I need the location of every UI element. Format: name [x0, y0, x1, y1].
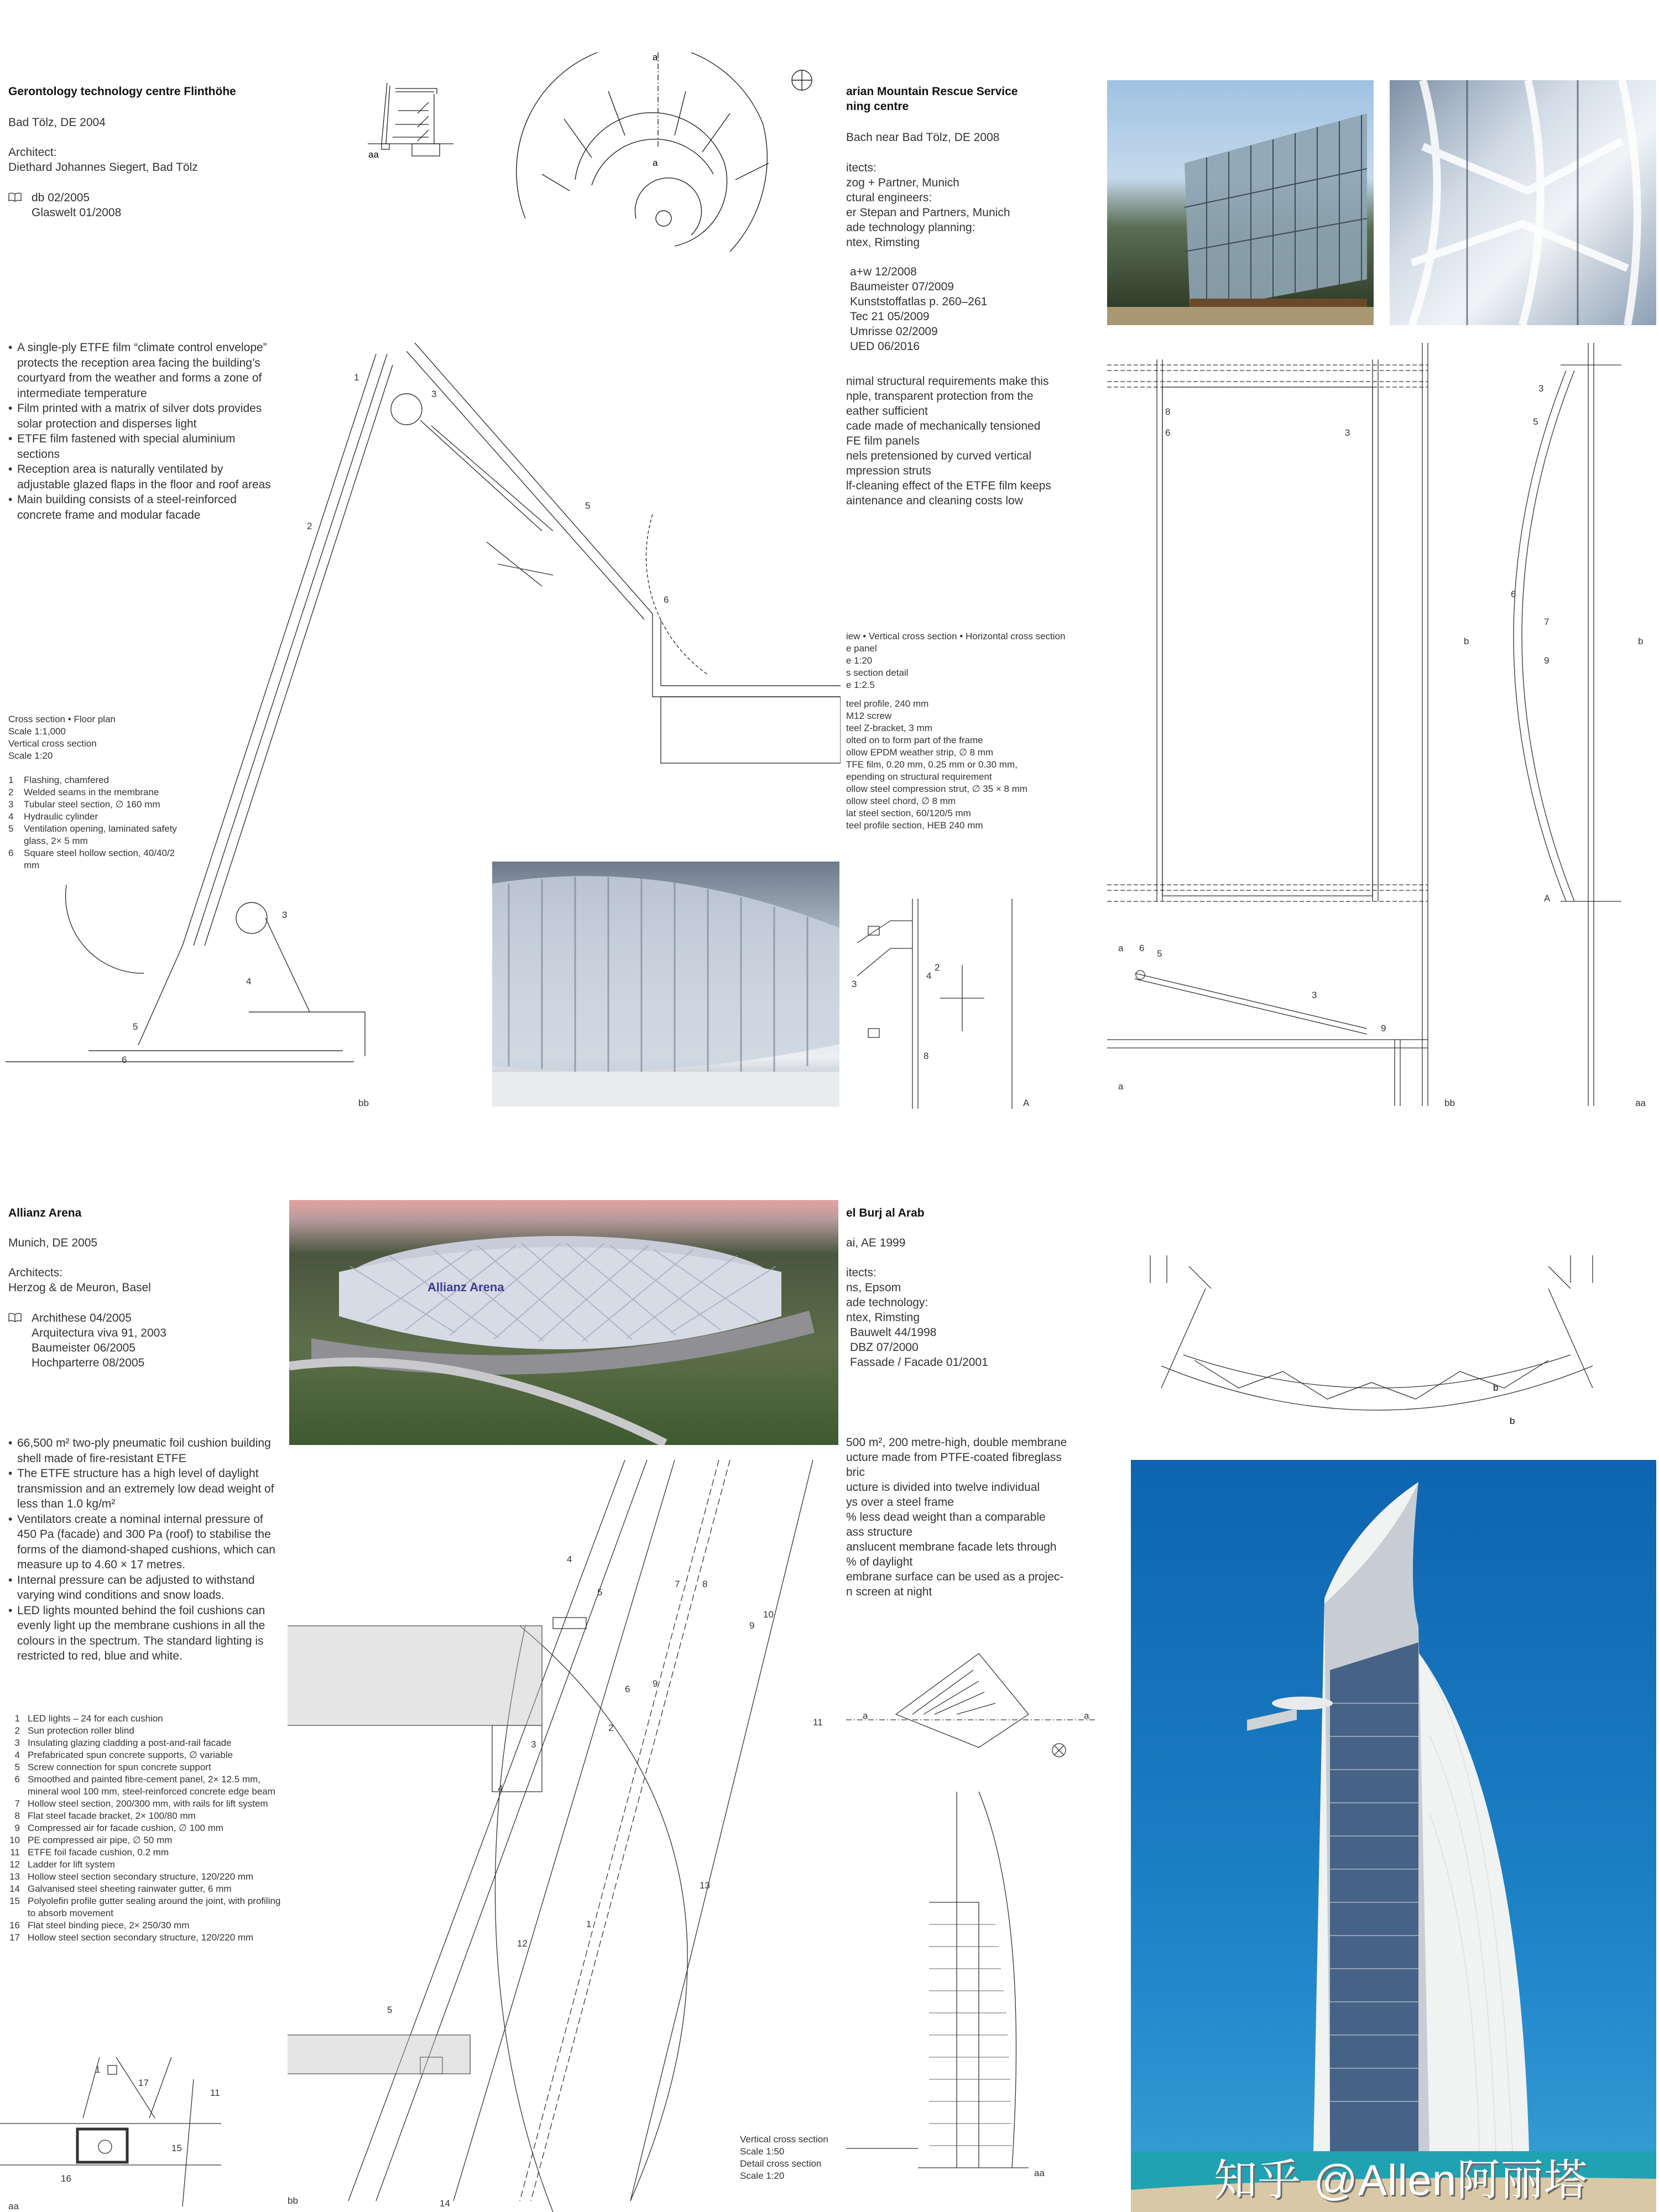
bullet-item: • Main building consists of a steel-reinforced concrete frame and modular facade — [8, 492, 274, 523]
reference-item: Baumeister 07/2009 — [850, 280, 954, 293]
references — [850, 264, 987, 354]
svg-text:4: 4 — [567, 1554, 572, 1564]
svg-text:b: b — [1464, 636, 1469, 646]
svg-text:3: 3 — [852, 979, 857, 989]
svg-text:b: b — [1493, 1383, 1499, 1393]
drawing-caption: iew • Vertical cross section • Horizontal cross section e panel e 1:20 s section detail e 1:2.5 — [846, 631, 1066, 690]
legend-item: 9 Compressed air for facade cushion, ∅ 100 mm — [14, 1823, 224, 1833]
legend-item: olted on to form part of the frame — [846, 735, 983, 745]
legend-item: 6 Smoothed and painted fibre-cement panel, 2× 12.5 mm, mineral wool 100 mm, steel-reinforced concrete edge beam — [14, 1774, 275, 1797]
reference-item: Hochparterre 08/2005 — [32, 1357, 145, 1369]
project-title: arian Mountain Rescue Service ning centre — [846, 85, 1018, 113]
svg-text:aa: aa — [368, 149, 379, 160]
svg-text:a: a — [1084, 1710, 1089, 1721]
legend-item: 6 Square steel hollow section, 40/40/2 mm — [8, 848, 175, 870]
legend-item: ollow steel chord, ∅ 8 mm — [846, 796, 956, 806]
svg-text:9: 9 — [1544, 655, 1550, 666]
bullet-line: ass structure — [846, 1526, 913, 1538]
facade-section-drawing — [288, 1460, 841, 2212]
svg-text:7: 7 — [675, 1579, 680, 1589]
architect-name: Diethard Johannes Siegert, Bad Tölz — [8, 161, 198, 174]
drawing-caption: Vertical cross section Scale 1:50 Detail cross section Scale 1:20 — [740, 2134, 828, 2181]
svg-text:8: 8 — [924, 1051, 929, 1061]
svg-text:bb: bb — [358, 1098, 369, 1108]
reference-item: Archithese 04/2005 — [32, 1312, 132, 1324]
reference-item: DBZ 07/2000 — [850, 1341, 919, 1354]
open-book-icon — [8, 1313, 22, 1323]
project-location: Bach near Bad Tölz, DE 2008 — [846, 131, 1000, 144]
legend-item: 1 LED lights – 24 for each cushion — [14, 1713, 163, 1724]
svg-text:b: b — [1638, 636, 1644, 646]
svg-text:2: 2 — [307, 521, 312, 531]
svg-text:5: 5 — [597, 1587, 603, 1598]
joint-detail-drawing — [0, 2046, 232, 2212]
svg-text:3: 3 — [431, 389, 437, 399]
bullet-item: • Reception area is naturally ventilated by adjustable glazed flaps in the floor and roof areas — [8, 462, 274, 492]
svg-text:13: 13 — [700, 1880, 710, 1891]
legend-item: 16 Flat steel binding piece, 2× 250/30 mm — [9, 1920, 190, 1931]
legend-item: lat steel section, 60/120/5 mm — [846, 808, 971, 818]
svg-text:15: 15 — [171, 2143, 182, 2153]
project-credits: itects: zog + Partner, Munich ctural engineers: er Stepan and Partners, Munich ade technology planning: ntex, Rimsting — [846, 161, 1010, 249]
project-location: ai, AE 1999 — [846, 1237, 906, 1249]
svg-text:a: a — [863, 1710, 868, 1721]
reference-item: a+w 12/2008 — [850, 265, 917, 278]
bullet-item: • Internal pressure can be adjusted to withstand varying wind conditions and snow loads. — [8, 1573, 279, 1603]
bullet-item: • LED lights mounted behind the foil cushions can evenly light up the membrane cushions in all the colours in the spectrum. The standard lighting is restricted to red, blue and white. — [8, 1603, 279, 1664]
svg-text:aa: aa — [1635, 1098, 1646, 1108]
bullet-line: FE film panels — [846, 435, 920, 447]
references — [8, 190, 121, 220]
reference-item: Glaswelt 01/2008 — [32, 206, 122, 219]
svg-text:6: 6 — [664, 594, 669, 605]
legend — [0, 1713, 282, 1944]
svg-text:8: 8 — [1165, 406, 1171, 417]
legend-item: 7 Hollow steel section, 200/300 mm, with rails for lift system — [14, 1798, 268, 1809]
bullet-item: • 66,500 m² two-ply pneumatic foil cushion building shell made of fire-resistant ETFE — [8, 1436, 279, 1466]
reference-item: Umrisse 02/2009 — [850, 325, 938, 338]
bullet-line: embrane surface can be used as a projec- — [846, 1571, 1064, 1583]
feature-bullets — [846, 1435, 1067, 1599]
legend-item: 5 Screw connection for spun concrete support — [14, 1762, 211, 1772]
svg-text:5: 5 — [387, 2005, 393, 2015]
reference-item: Arquitectura viva 91, 2003 — [32, 1327, 166, 1339]
svg-text:10: 10 — [763, 1609, 774, 1620]
project-location: Bad Tölz, DE 2004 — [8, 116, 106, 129]
bullet-line: lf-cleaning effect of the ETFE film keeps — [846, 479, 1051, 492]
membrane-plan-drawing — [1128, 1255, 1626, 1443]
legend-item: 12 Ladder for lift system — [9, 1859, 115, 1870]
bullet-item: • A single-ply ETFE film “climate control envelope” protects the reception area facing the building’s courtyard from the weather and forms a zone of intermediate temperature — [8, 340, 274, 401]
svg-text:1: 1 — [586, 1919, 592, 1929]
svg-text:3: 3 — [1538, 383, 1544, 394]
svg-text:3: 3 — [282, 910, 288, 920]
svg-text:4: 4 — [246, 976, 252, 987]
svg-text:9: 9 — [749, 1620, 755, 1631]
bullet-line: ucture made from PTFE-coated fibreglass — [846, 1451, 1062, 1464]
reference-item: Fassade / Facade 01/2001 — [850, 1356, 988, 1369]
svg-text:A: A — [1023, 1098, 1030, 1108]
allianz-arena-photo — [289, 1200, 838, 1445]
bullet-item: • ETFE film fastened with special aluminium sections — [8, 431, 274, 462]
svg-text:3: 3 — [1312, 990, 1317, 1000]
bullet-line: nels pretensioned by curved vertical — [846, 450, 1032, 462]
references — [850, 1325, 988, 1370]
rescue-centre-photo — [1107, 80, 1374, 325]
legend-item: 14 Galvanised steel sheeting rainwater gutter, 6 mm — [9, 1884, 232, 1894]
caption-line: Scale 1:1,000 — [8, 726, 66, 737]
legend-item: 4 Hydraulic cylinder — [8, 811, 98, 822]
bullet-line: nimal structural requirements make this — [846, 375, 1049, 388]
bullet-line: bric — [846, 1466, 865, 1479]
reference-item: Tec 21 05/2009 — [850, 310, 930, 323]
architect-label: Architect: — [8, 146, 57, 159]
bullet-line: eather sufficient — [846, 405, 928, 418]
svg-text:11: 11 — [813, 1717, 823, 1728]
svg-text:9: 9 — [653, 1678, 658, 1689]
references — [8, 1311, 166, 1370]
bullet-line: 500 m², 200 metre-high, double membrane — [846, 1436, 1067, 1449]
svg-text:8: 8 — [702, 1579, 708, 1589]
svg-text:6: 6 — [625, 1684, 630, 1694]
svg-text:5: 5 — [1533, 416, 1538, 427]
reference-item: UED 06/2016 — [850, 340, 920, 353]
svg-text:7: 7 — [1544, 617, 1550, 627]
legend-item: 2 Sun protection roller blind — [14, 1725, 134, 1736]
svg-text:4: 4 — [498, 1783, 503, 1794]
svg-text:bb: bb — [1444, 1098, 1455, 1108]
cross-section-drawing — [365, 72, 459, 160]
reference-item: db 02/2005 — [32, 191, 90, 204]
svg-text:a: a — [653, 158, 658, 168]
project-location: Munich, DE 2005 — [8, 1237, 98, 1249]
bullet-line: % of daylight — [846, 1556, 913, 1568]
project-credits: itects: ns, Epsom ade technology: ntex, Rimsting — [846, 1266, 928, 1324]
svg-text:2: 2 — [608, 1723, 614, 1733]
legend-item: 2 Welded seams in the membrane — [8, 787, 159, 797]
svg-text:6: 6 — [1165, 427, 1171, 438]
bullet-item: • The ETFE structure has a high level of daylight transmission and an extremely low dead weight of less than 1.0 kg/m² — [8, 1466, 279, 1512]
architect-name: Herzog & de Meuron, Basel — [8, 1281, 151, 1294]
legend-item: M12 screw — [846, 711, 892, 721]
burj-al-arab-photo — [1131, 1460, 1656, 2212]
svg-text:1: 1 — [354, 372, 359, 383]
legend-item: 1 Flashing, chamfered — [8, 775, 109, 785]
bullet-item: • Ventilators create a nominal internal pressure of 450 Pa (facade) and 300 Pa (roof) to stabilise the forms of the diamond-shaped cushions, which can measure up to 4.60 × 17 metres. — [8, 1512, 279, 1573]
tower-plan-elevation-drawing — [846, 1637, 1134, 2190]
floor-plan-drawing — [509, 53, 824, 252]
svg-text:bb: bb — [288, 2195, 298, 2206]
svg-text:14: 14 — [440, 2198, 450, 2209]
project-title: el Burj al Arab — [846, 1207, 925, 1219]
caption-line: Scale 1:20 — [8, 750, 53, 761]
legend-item: teel profile section, HEB 240 mm — [846, 820, 983, 831]
legend-item: ollow EPDM weather strip, ∅ 8 mm — [846, 747, 994, 758]
legend-item: 11 ETFE foil facade cushion, 0.2 mm — [10, 1847, 169, 1858]
svg-text:6: 6 — [122, 1055, 127, 1065]
bullet-line: mpression struts — [846, 465, 932, 477]
legend-item: ollow steel compression strut, ∅ 35 × 8 mm — [846, 784, 1028, 794]
svg-text:3: 3 — [1345, 427, 1350, 438]
legend-item: teel Z-bracket, 3 mm — [846, 723, 932, 733]
reference-item: Bauwelt 44/1998 — [850, 1326, 937, 1339]
feature-bullets — [846, 374, 1051, 508]
feature-bullets — [8, 1436, 279, 1664]
svg-text:5: 5 — [585, 500, 591, 511]
svg-text:aa: aa — [8, 2201, 19, 2211]
architect-label: Architects: — [8, 1266, 63, 1279]
project-title: Gerontology technology centre Flinthöhe — [8, 85, 236, 98]
svg-text:1: 1 — [95, 2064, 101, 2075]
horizontal-detail-drawing — [846, 899, 1040, 1109]
svg-text:5: 5 — [1157, 948, 1162, 959]
legend-item: TFE film, 0.20 mm, 0.25 mm or 0.30 mm, — [846, 759, 1018, 770]
legend-item: 8 Flat steel facade bracket, 2× 100/80 mm — [14, 1811, 196, 1821]
watermark: 知乎 @Allen阿丽塔 — [1214, 2156, 1588, 2204]
legend — [846, 698, 1027, 832]
svg-text:12: 12 — [517, 1938, 528, 1949]
svg-text:a: a — [1118, 1081, 1124, 1092]
caption-line: Cross section • Floor plan — [8, 714, 116, 724]
bullet-line: n screen at night — [846, 1585, 932, 1598]
svg-text:a: a — [1118, 943, 1124, 953]
svg-text:5: 5 — [133, 1021, 138, 1032]
svg-text:17: 17 — [138, 2078, 149, 2088]
bullet-line: ys over a steel frame — [846, 1496, 954, 1509]
arena-sign: Allianz Arena — [427, 1280, 504, 1294]
svg-text:aa: aa — [1034, 2168, 1045, 2178]
legend-item: teel profile, 240 mm — [846, 698, 929, 709]
svg-text:11: 11 — [210, 2088, 220, 2098]
etfe-envelope-photo — [492, 862, 839, 1107]
svg-text:b: b — [1510, 1416, 1515, 1426]
facade-panel-drawing — [1107, 343, 1659, 1109]
legend-item: 17 Hollow steel section secondary structure, 120/220 mm — [9, 1932, 254, 1943]
project-title: Allianz Arena — [8, 1207, 82, 1219]
legend-item: 3 Tubular steel section, ∅ 160 mm — [8, 799, 160, 810]
svg-text:16: 16 — [61, 2173, 71, 2184]
legend-item: 5 Ventilation opening, laminated safety glass, 2× 5 mm — [8, 823, 177, 846]
bullet-line: nple, transparent protection from the — [846, 390, 1034, 403]
legend-item: 4 Prefabricated spun concrete supports, ∅ variable — [14, 1750, 233, 1760]
reference-item: Baumeister 06/2005 — [32, 1342, 135, 1354]
svg-text:A: A — [1544, 893, 1551, 904]
bullet-line: cade made of mechanically tensioned — [846, 420, 1041, 432]
bullet-line: ucture is divided into twelve individual — [846, 1481, 1040, 1494]
bullet-line: anslucent membrane facade lets through — [846, 1541, 1057, 1553]
legend-item: 13 Hollow steel section secondary structure, 120/220 mm — [9, 1871, 254, 1882]
svg-text:6: 6 — [1139, 943, 1145, 953]
svg-text:4: 4 — [926, 971, 932, 981]
legend-item: epending on structural requirement — [846, 771, 992, 782]
bullet-item: • Film printed with a matrix of silver dots provides solar protection and disperses light — [8, 401, 274, 431]
svg-text:6: 6 — [1511, 589, 1516, 599]
svg-text:3: 3 — [531, 1739, 536, 1750]
open-book-icon — [8, 192, 22, 202]
svg-text:a: a — [653, 53, 658, 62]
svg-text:2: 2 — [935, 962, 940, 973]
legend-item: 15 Polyolefin profile gutter sealing around the joint, with profiling to absorb movement — [9, 1896, 281, 1918]
caption-line: Vertical cross section — [8, 738, 97, 749]
bullet-line: aintenance and cleaning costs low — [846, 494, 1023, 507]
legend-item: 10 PE compressed air pipe, ∅ 50 mm — [9, 1835, 173, 1845]
bullet-line: % less dead weight than a comparable — [846, 1511, 1046, 1524]
etfe-detail-photo — [1390, 80, 1656, 325]
legend-item: 3 Insulating glazing cladding a post-and-rail facade — [14, 1738, 232, 1748]
svg-text:9: 9 — [1381, 1023, 1386, 1034]
reference-item: Kunststoffatlas p. 260–261 — [850, 295, 988, 308]
